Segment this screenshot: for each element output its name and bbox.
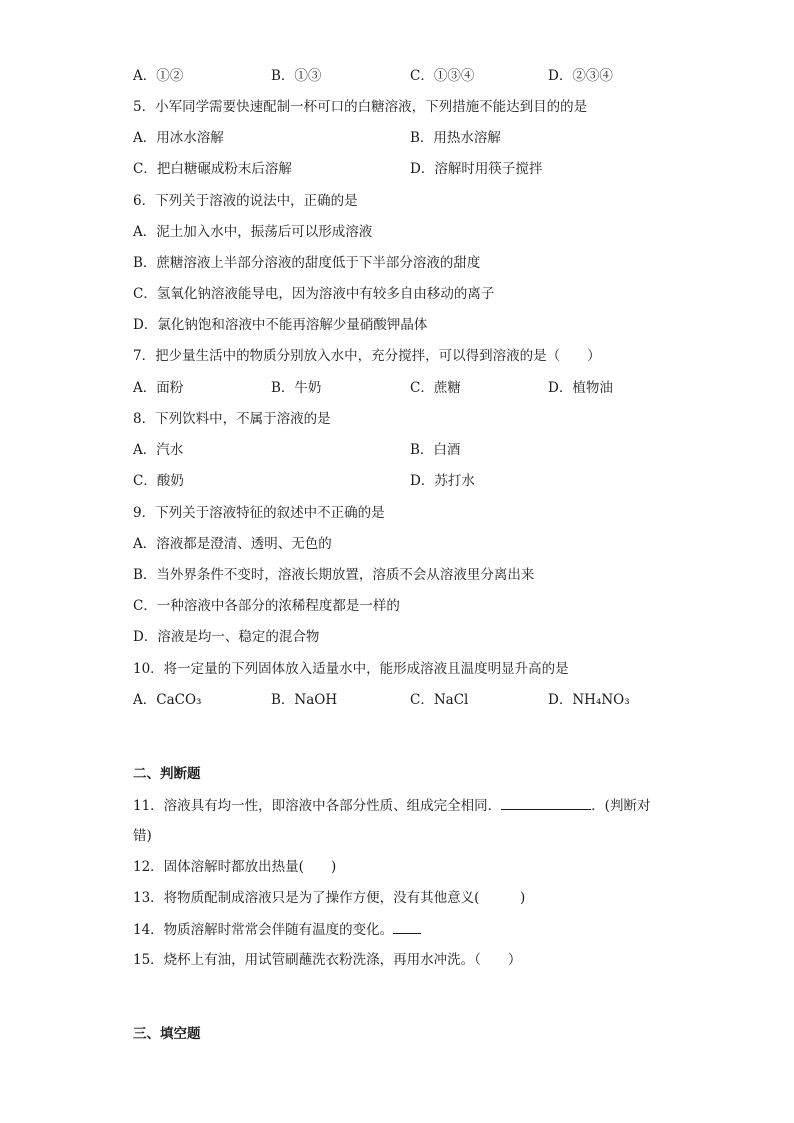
q5-option-c: C．把白糖碾成粉末后溶解 — [133, 161, 292, 177]
q5-stem: 5．小军同学需要快速配制一杯可口的白糖溶液，下列措施不能达到目的的是 — [133, 99, 588, 115]
q11-text-after: ．(判断对 — [591, 798, 651, 814]
q4-option-a: A．①② — [133, 68, 184, 84]
q10-option-b: B．NaOH — [271, 692, 338, 708]
q6-option-a: A．泥土加入水中，振荡后可以形成溶液 — [133, 224, 373, 240]
q4-option-d: D．②③④ — [548, 68, 613, 84]
q6-option-b: B．蔗糖溶液上半部分溶液的甜度低于下半部分溶液的甜度 — [133, 255, 481, 271]
q5-option-a: A．用冰水溶解 — [133, 130, 224, 146]
q9-option-a: A．溶液都是澄清、透明、无色的 — [133, 536, 332, 552]
q12-line: 12．固体溶解时都放出热量( ) — [133, 859, 337, 875]
q8-stem: 8．下列饮料中，不属于溶液的是 — [133, 411, 331, 427]
q8-option-d: D．苏打水 — [410, 473, 475, 489]
q6-option-d: D．氯化钠饱和溶液中不能再溶解少量硝酸钾晶体 — [133, 317, 428, 333]
q10-stem: 10．将一定量的下列固体放入适量水中，能形成溶液且温度明显升高的是 — [133, 661, 569, 677]
q9-option-c: C．一种溶液中各部分的浓稀程度都是一样的 — [133, 598, 400, 614]
q11-answer-blank[interactable] — [501, 795, 591, 810]
q6-option-c: C．氢氧化钠溶液能导电，因为溶液中有较多自由移动的离子 — [133, 286, 495, 302]
q8-option-c: C．酸奶 — [133, 473, 184, 489]
q15-line: 15．烧杯上有油，用试管刷蘸洗衣粉洗涤，再用水冲洗。（ ） — [133, 952, 522, 968]
q14-line — [133, 919, 421, 940]
q11-text-before: 11．溶液具有均一性，即溶液中各部分性质、组成完全相同． — [133, 798, 502, 814]
q11-line — [133, 795, 650, 816]
q10-option-a: A．CaCO₃ — [133, 692, 202, 708]
q8-option-a: A．汽水 — [133, 442, 184, 458]
q6-stem: 6．下列关于溶液的说法中，正确的是 — [133, 193, 358, 209]
q9-stem: 9．下列关于溶液特征的叙述中不正确的是 — [133, 505, 385, 521]
q9-option-b: B．当外界条件不变时，溶液长期放置，溶质不会从溶液里分离出来 — [133, 567, 535, 583]
q14-answer-blank[interactable] — [393, 919, 421, 934]
q7-option-c: C．蔗糖 — [410, 380, 461, 396]
q10-option-c: C．NaCl — [410, 692, 469, 708]
q7-option-b: B．牛奶 — [271, 380, 322, 396]
q4-option-b: B．①③ — [271, 68, 322, 84]
q4-option-c: C．①③④ — [410, 68, 475, 84]
q11-continuation: 错) — [133, 828, 152, 844]
q14-text: 14．物质溶解时常常会伴随有温度的变化。 — [133, 922, 394, 938]
section-heading-judgment: 二、判断题 — [133, 766, 201, 782]
q7-option-d: D．植物油 — [548, 380, 613, 396]
q5-option-b: B．用热水溶解 — [410, 130, 501, 146]
q8-option-b: B．白酒 — [410, 442, 461, 458]
section-heading-fill-in: 三、填空题 — [133, 1026, 201, 1042]
q10-option-d: D．NH₄NO₃ — [548, 692, 630, 708]
q5-option-d: D．溶解时用筷子搅拌 — [410, 161, 543, 177]
q7-option-a: A．面粉 — [133, 380, 184, 396]
q9-option-d: D．溶液是均一、稳定的混合物 — [133, 629, 320, 645]
q7-stem: 7．把少量生活中的物质分别放入水中，充分搅拌，可以得到溶液的是（ ） — [133, 348, 601, 364]
q13-line: 13．将物质配制成溶液只是为了操作方便，没有其他意义( ) — [133, 890, 526, 906]
